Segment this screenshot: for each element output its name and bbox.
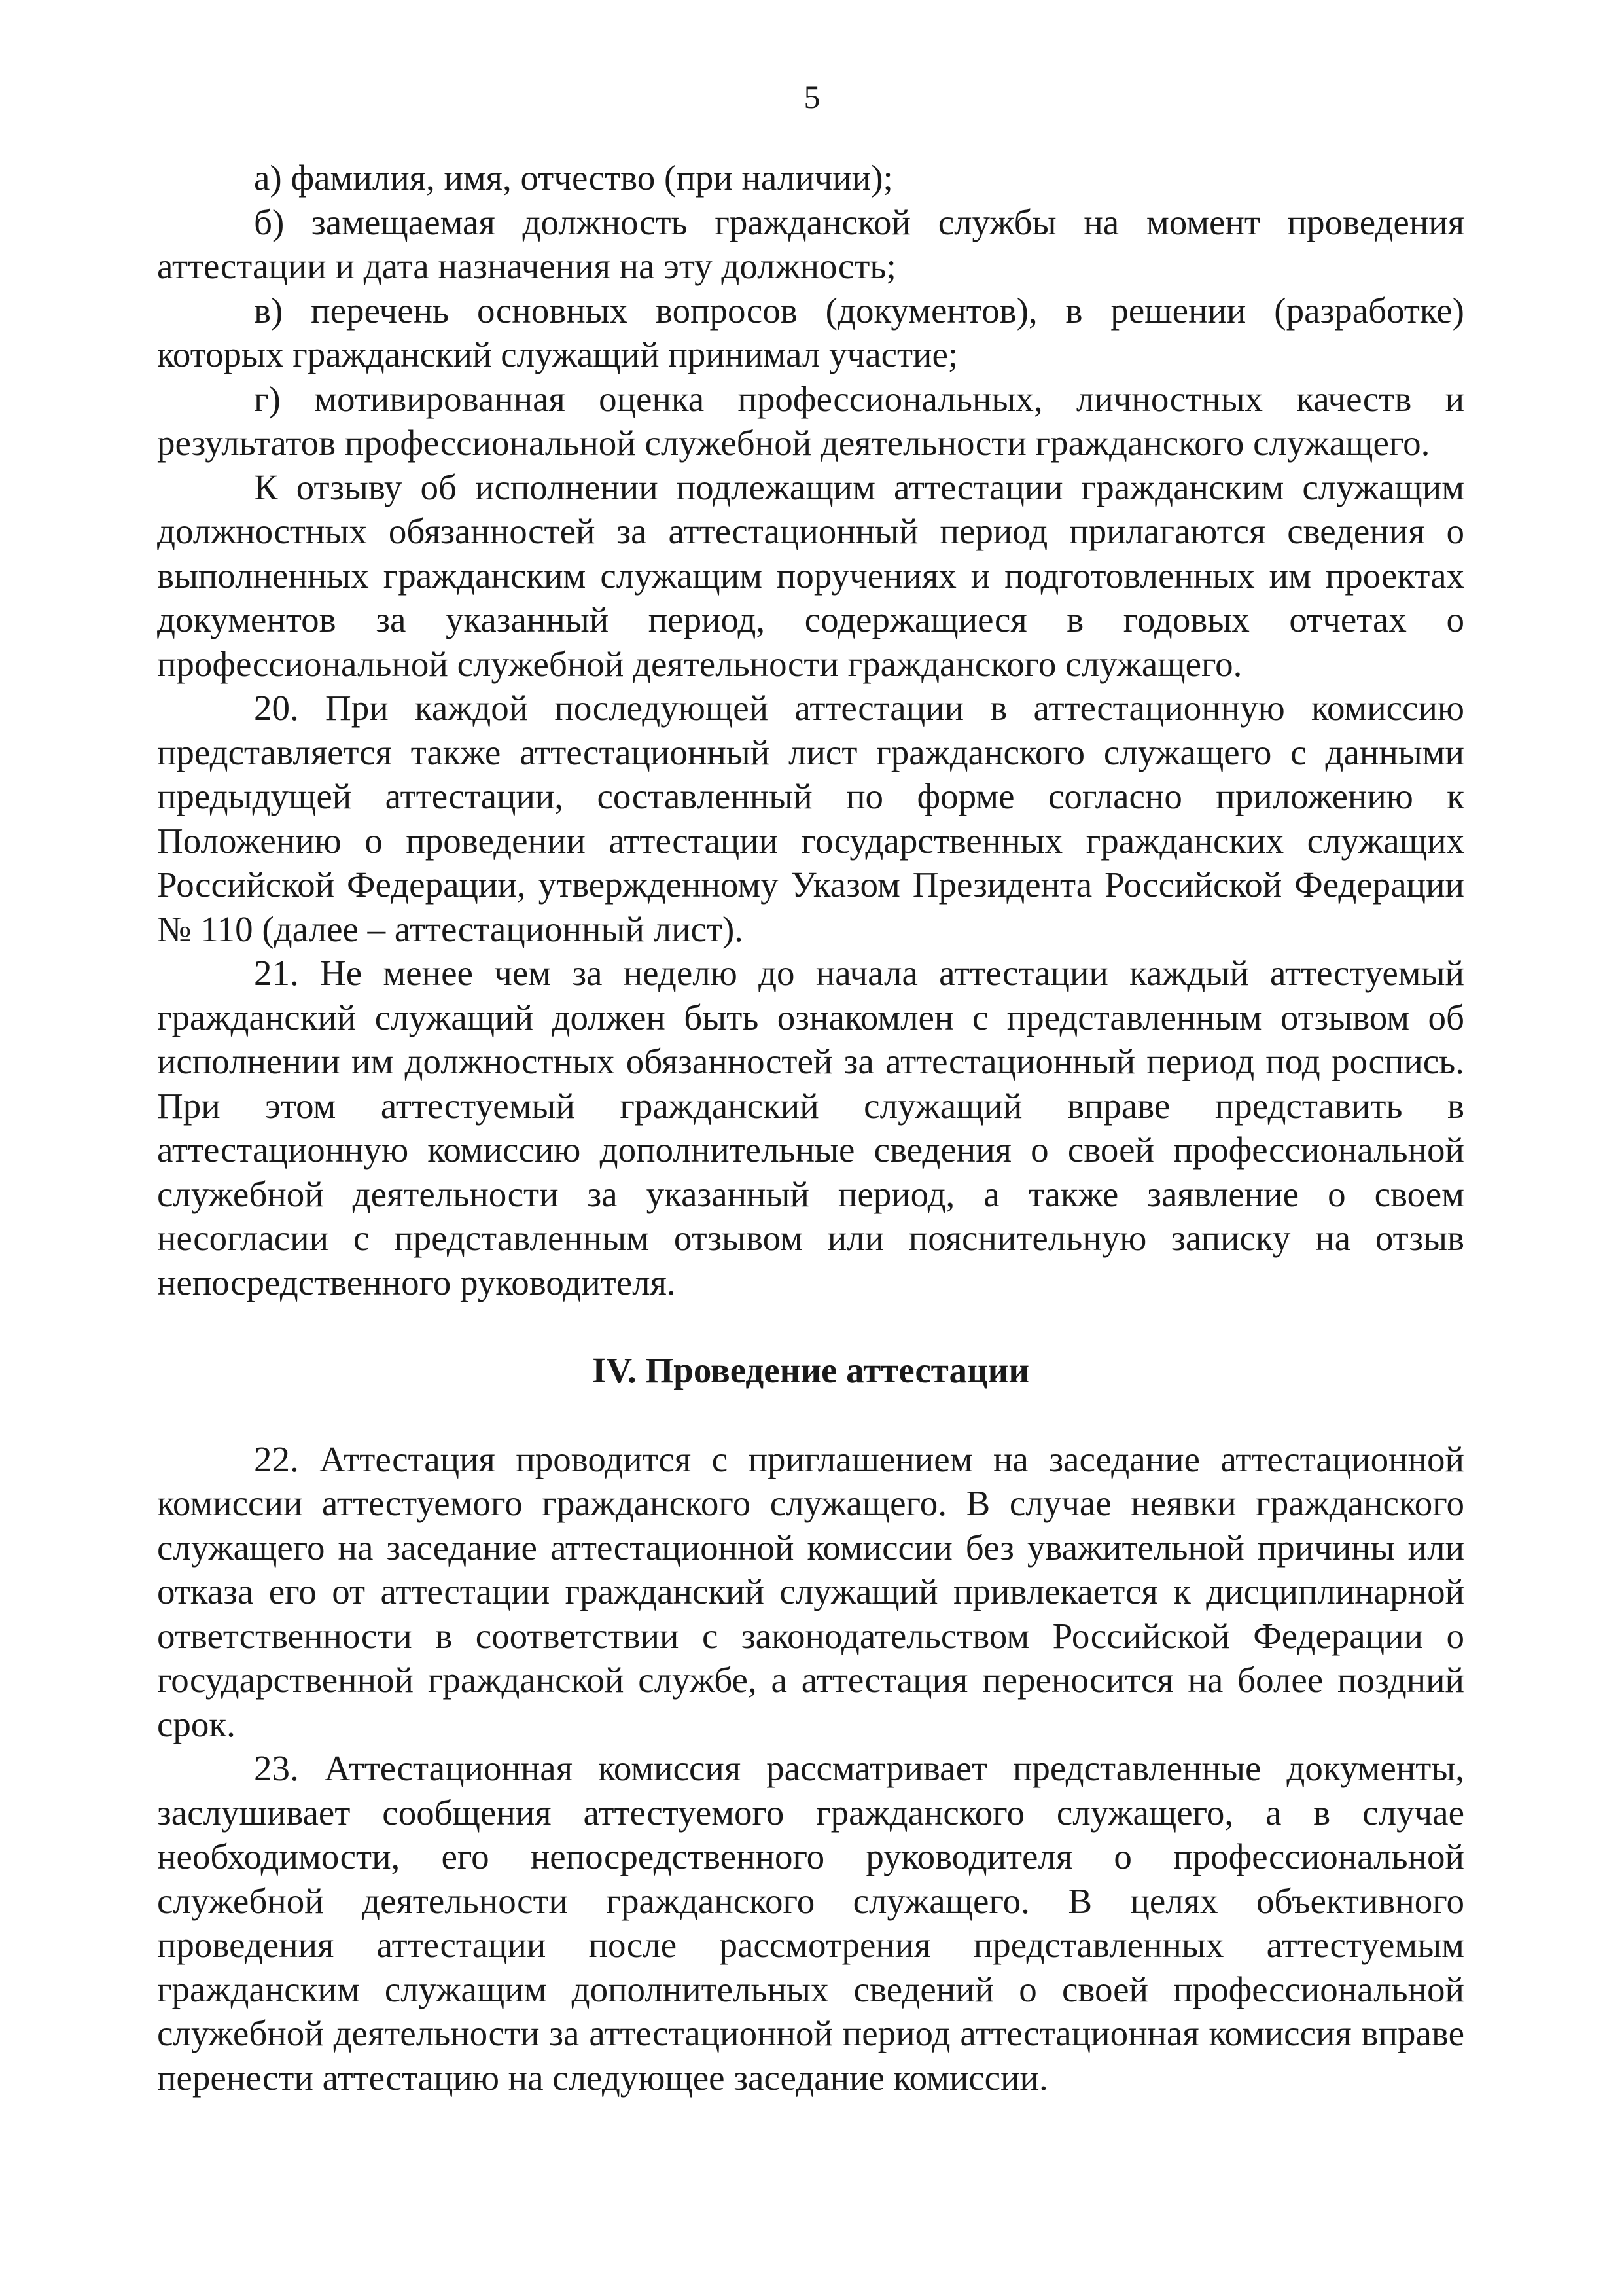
paragraph-item-g: г) мотивированная оценка профессиональных, личностных качеств и результатов профессиональной служебной деятельности гражданского служащего. (157, 378, 1464, 463)
paragraph-item-v: в) перечень основных вопросов (документов), в решении (разработке) которых гражданский служащий принимал участие; (157, 290, 1464, 374)
paragraph-review-attachments: К отзыву об исполнении подлежащим аттестации гражданским служащим должностных обязанностей за аттестационный период прилагаются сведения о выполненных гражданским служащим поручениях и подготовленных им проектах документов за указанный период, содержащиеся в годовых отчетах о профессиональной служебной деятельности гражданского служащего. (157, 467, 1464, 684)
paragraph-item-b: б) замещаемая должность гражданской службы на момент проведения аттестации и дата назначения на эту должность; (157, 202, 1464, 286)
document-body (157, 156, 1464, 2100)
page-number: 5 (803, 79, 821, 115)
paragraph-clause-23: 23. Аттестационная комиссия рассматривает представленные документы, заслушивает сообщения аттестуемого гражданского служащего, а в случае необходимости, его непосредственного руководителя о профессиональной служебной деятельности гражданского служащего. В целях объективного проведения аттестации после рассмотрения представленных аттестуемым гражданским служащим дополнительных сведений о своей профессиональной служебной деятельности за аттестационной период аттестационная комиссия вправе перенести аттестацию на следующее заседание комиссии. (157, 1748, 1464, 2098)
paragraph-item-a: а) фамилия, имя, отчество (при наличии); (254, 158, 893, 198)
paragraph-clause-21: 21. Не менее чем за неделю до начала аттестации каждый аттестуемый гражданский служащий должен быть ознакомлен с представленным отзывом об исполнении им должностных обязанностей за аттестационный период под роспись. При этом аттестуемый гражданский служащий вправе представить в аттестационную комиссию дополнительные сведения о своей профессиональной служебной деятельности за указанный период, а также заявление о своем несогласии с представленным отзывом или пояснительную записку на отзыв непосредственного руководителя. (157, 953, 1464, 1302)
paragraph-clause-22: 22. Аттестация проводится с приглашением на заседание аттестационной комиссии аттестуемого гражданского служащего. В случае неявки гражданского служащего на заседание аттестационной комиссии без уважительной причины или отказа его от аттестации гражданский служащий привлекается к дисциплинарной ответственности в соответствии с законодательством Российской Федерации о государственной гражданской службе, а аттестация переносится на более поздний срок. (157, 1439, 1464, 1744)
paragraph-clause-20: 20. При каждой последующей аттестации в аттестационную комиссию представляется также аттестационный лист гражданского служащего с данными предыдущей аттестации, составленный по форме согласно приложению к Положению о проведении аттестации государственных гражданских служащих Российской Федерации, утвержденному Указом Президента Российской Федерации № 110 (далее – аттестационный лист). (157, 688, 1464, 949)
section-heading: IV. Проведение аттестации (591, 1350, 1030, 1390)
